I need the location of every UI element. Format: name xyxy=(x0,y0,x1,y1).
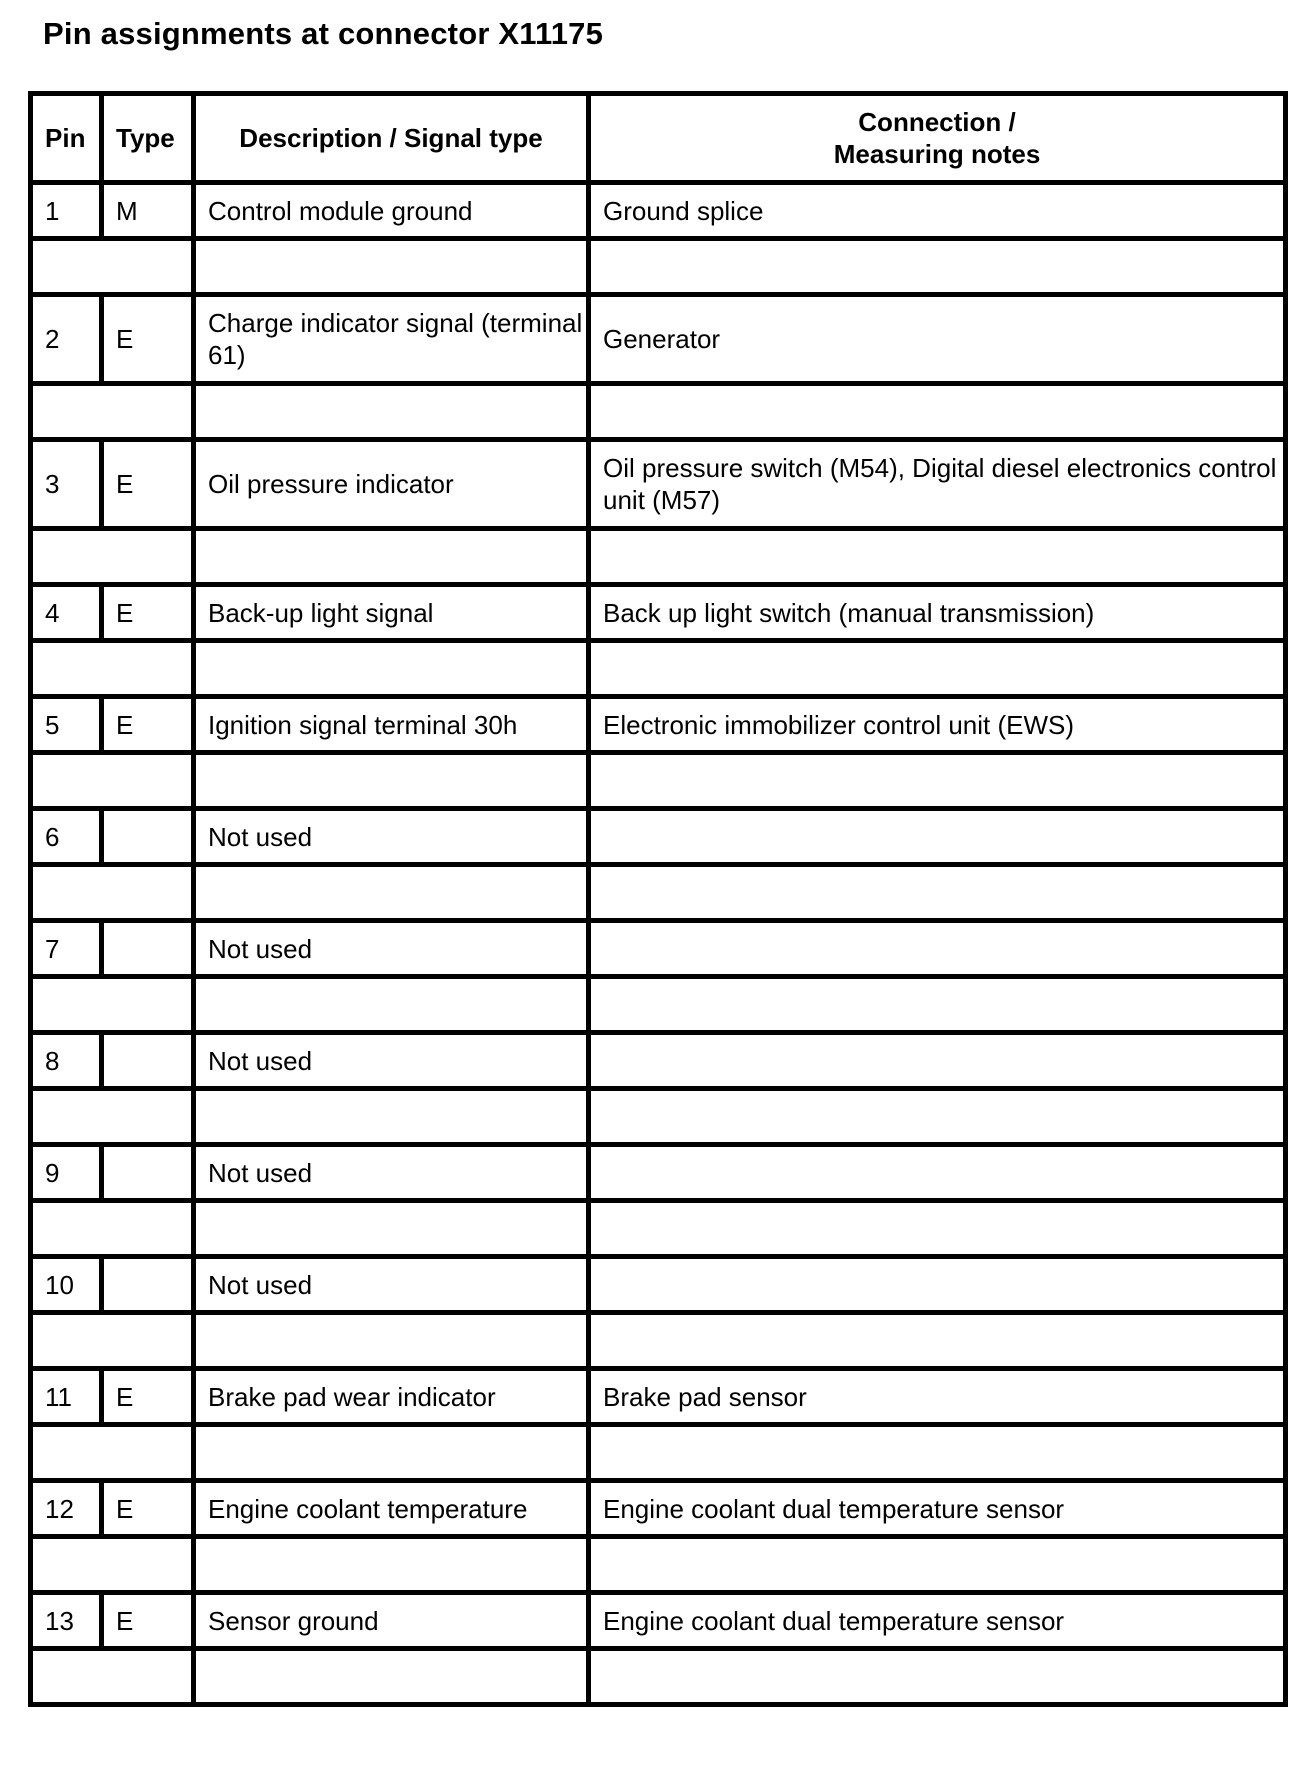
table-row xyxy=(31,809,1286,865)
type-cell: M xyxy=(102,183,194,239)
description-cell: Charge indicator signal (terminal 61) xyxy=(194,295,589,384)
header-pin: Pin xyxy=(31,94,102,183)
type-cell: E xyxy=(102,1593,194,1649)
pin-cell: 1 xyxy=(31,183,102,239)
page-title: Pin assignments at connector X11175 xyxy=(43,16,604,51)
type-cell: E xyxy=(102,295,194,384)
pin-cell: 12 xyxy=(31,1481,102,1537)
description-cell: Back-up light signal xyxy=(194,585,589,641)
type-cell: E xyxy=(102,440,194,529)
description-cell: Not used xyxy=(194,921,589,977)
description-cell: Control module ground xyxy=(194,183,589,239)
table-row xyxy=(31,1145,1286,1201)
table-row xyxy=(31,1257,1286,1313)
pin-cell: 3 xyxy=(31,440,102,529)
connection-cell xyxy=(589,921,1286,977)
connection-cell xyxy=(589,809,1286,865)
table-row xyxy=(31,585,1286,641)
spacer-row xyxy=(31,1649,1286,1705)
pin-cell: 10 xyxy=(31,1257,102,1313)
description-cell: Oil pressure indicator xyxy=(194,440,589,529)
pin-cell: 7 xyxy=(31,921,102,977)
connection-cell: Engine coolant dual temperature sensor xyxy=(589,1593,1286,1649)
header-connection-line1: Connection / xyxy=(858,107,1016,137)
spacer-row xyxy=(31,753,1286,809)
header-description: Description / Signal type xyxy=(194,94,589,183)
description-cell: Brake pad wear indicator xyxy=(194,1369,589,1425)
description-cell: Not used xyxy=(194,809,589,865)
connection-cell: Ground splice xyxy=(589,183,1286,239)
spacer-row xyxy=(31,865,1286,921)
connection-cell: Engine coolant dual temperature sensor xyxy=(589,1481,1286,1537)
spacer-row xyxy=(31,1089,1286,1145)
pin-cell: 13 xyxy=(31,1593,102,1649)
table-row xyxy=(31,295,1286,384)
pin-cell: 9 xyxy=(31,1145,102,1201)
connection-cell: Oil pressure switch (M54), Digital diesel electronics control unit (M57) xyxy=(589,440,1286,529)
pin-cell: 8 xyxy=(31,1033,102,1089)
table-row xyxy=(31,183,1286,239)
spacer-row xyxy=(31,1313,1286,1369)
pin-cell: 2 xyxy=(31,295,102,384)
spacer-row xyxy=(31,1425,1286,1481)
spacer-row xyxy=(31,384,1286,440)
type-cell xyxy=(102,1145,194,1201)
table-row xyxy=(31,1369,1286,1425)
table-row xyxy=(31,697,1286,753)
type-cell: E xyxy=(102,697,194,753)
description-cell: Engine coolant temperature xyxy=(194,1481,589,1537)
type-cell: E xyxy=(102,585,194,641)
type-cell xyxy=(102,1257,194,1313)
connection-cell xyxy=(589,1033,1286,1089)
type-cell: E xyxy=(102,1369,194,1425)
header-type: Type xyxy=(102,94,194,183)
spacer-row xyxy=(31,641,1286,697)
table-row xyxy=(31,921,1286,977)
header-connection xyxy=(589,94,1286,183)
pin-cell: 11 xyxy=(31,1369,102,1425)
table-row xyxy=(31,1033,1286,1089)
description-cell: Not used xyxy=(194,1033,589,1089)
table-row xyxy=(31,440,1286,529)
spacer-row xyxy=(31,1201,1286,1257)
description-cell: Not used xyxy=(194,1257,589,1313)
connection-cell: Brake pad sensor xyxy=(589,1369,1286,1425)
type-cell xyxy=(102,1033,194,1089)
pin-cell: 4 xyxy=(31,585,102,641)
type-cell: E xyxy=(102,1481,194,1537)
connection-cell xyxy=(589,1257,1286,1313)
table-row xyxy=(31,1593,1286,1649)
description-cell: Not used xyxy=(194,1145,589,1201)
type-cell xyxy=(102,921,194,977)
connection-cell: Generator xyxy=(589,295,1286,384)
table-header-row xyxy=(31,94,1286,183)
header-connection-line2: Measuring notes xyxy=(833,139,1041,169)
connection-cell: Back up light switch (manual transmission) xyxy=(589,585,1286,641)
description-cell: Sensor ground xyxy=(194,1593,589,1649)
connection-cell xyxy=(589,1145,1286,1201)
table-row xyxy=(31,1481,1286,1537)
pin-assignment-table xyxy=(28,91,1288,1707)
spacer-row xyxy=(31,239,1286,295)
pin-cell: 6 xyxy=(31,809,102,865)
spacer-row xyxy=(31,529,1286,585)
pin-cell: 5 xyxy=(31,697,102,753)
description-cell: Ignition signal terminal 30h xyxy=(194,697,589,753)
type-cell xyxy=(102,809,194,865)
spacer-row xyxy=(31,977,1286,1033)
spacer-row xyxy=(31,1537,1286,1593)
connection-cell: Electronic immobilizer control unit (EWS) xyxy=(589,697,1286,753)
